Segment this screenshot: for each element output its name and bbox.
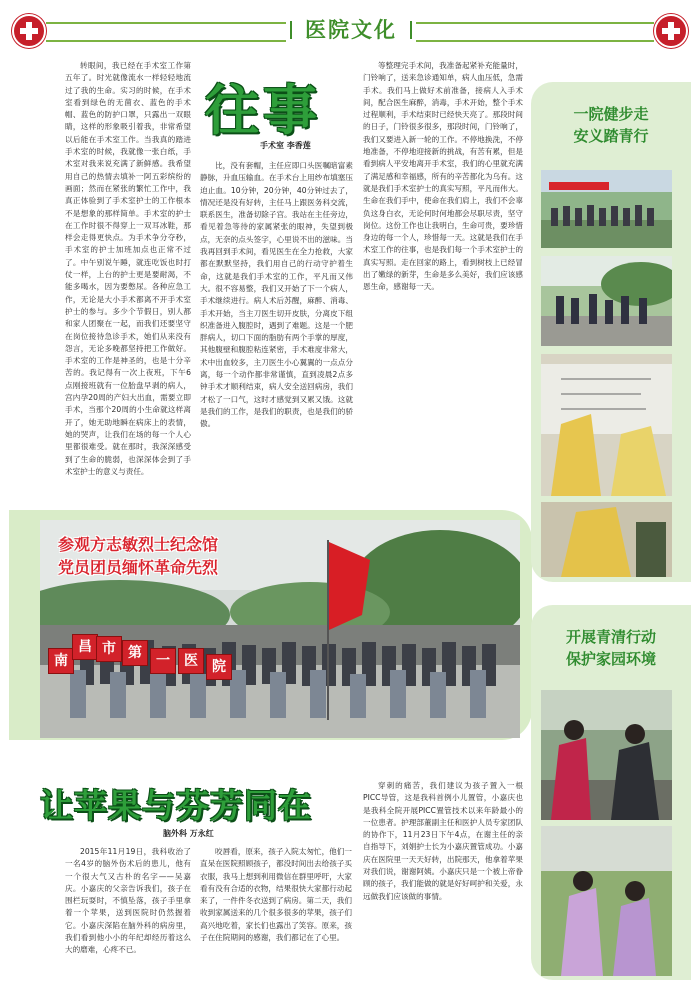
banner-sign-char: 市 — [96, 636, 122, 662]
banner-headline-1: 参观方志敏烈士纪念馆 — [58, 535, 219, 554]
article1-column-3 — [363, 60, 523, 500]
environment-photo-1-illustration — [541, 690, 672, 820]
hospital-logo-left — [12, 14, 46, 48]
article2-column-1 — [65, 846, 191, 978]
article2-column-2 — [200, 846, 352, 978]
environment-photo-1 — [541, 690, 672, 820]
article2-title: 让苹果与芬芳同在 — [40, 786, 312, 825]
panel2-title-line1: 开展青清行动 — [565, 628, 656, 646]
article2-col3-text: 穿刺的痛苦，我们建议为孩子置入一根PICC导管，这是我科首例小儿置管，小嘉庆也是我科全院开展PICC置管技术以来年龄最小的一位患者。护理部董副主任和医护人员专家团队的协作下，11月23日下午4点，在谢主任的亲自指导下，刘娟护士长为小嘉庆置管成功。小嘉庆在医院里一天天好转，出院那天，他拿着苹果对我们说，谢谢阿姨。小嘉庆只是一个被上帝眷顾的孩子，我们能做的就是好好呵护和关爱，永远做我们应该做的事情。 — [363, 781, 523, 901]
article2-col1-text: 2015年11月19日，我科收治了一名4岁的脑外伤术后的患儿，他有一个很大气又古朴的名字——吴嘉庆。小嘉庆的父亲告诉我们，孩子在围栏玩耍时，不慎坠落，孩子手里拿着一个苹果，送到医院时仍然握着它。小嘉庆深陷在脑外科的病房里，我们看到他小小的年纪却经历着这么大的磨难，心疼不已。 — [65, 847, 191, 955]
banner-sign-char: 医 — [178, 648, 204, 674]
banner-sign-char: 南 — [48, 648, 74, 674]
article2-byline: 脑外科 万永红 — [163, 829, 214, 838]
article2-column-3 — [363, 780, 523, 978]
panel2-title-line2: 保护家园环境 — [565, 650, 656, 668]
article1-col1-text: 转眼间，我已经在手术室工作第五年了。时光就像流水一样轻轻地流过了我的生命。实习的时候，在手术室看到绿色的无菌衣、蓝色的手术帽、蓝色的防护口罩，只露出一双眼睛，这样的形象吸引着我，非常希望以后能在手术室工作。当我真的踏进手术室的时候，我就像一张白纸，手术室对我来说充满了新鲜感。我希望用自己的热情去填补一阿五彩缤纷的画面；然而在紧张的繁忙工作中，我真正体验到了手术室护士的工作根本不是想象的那样简单。手术室的护士在工作时很不得穿上一双耳冰鞋，那样会走得更快点。为手术争分夺秒，手术室的护士加班加点也正常不过了。中午别说午睡，就连吃饭也时打仗一样，上台的护士更是要耐渴，不能多喝水，因为要憋尿。各种应急工作，无论是大小手术都离不开手术室护士的参与。多少个节假日，别人都和家人团聚在一起，而我们还要坚守在岗位接待急诊手术，她们从来没有怨言，无论多晚都坚持把工作做好。手术室的工作是神圣的，也是十分辛苦的。我记得有一次上夜班，下午6点刚接班就有一位胎盘早剥的病人，宫内孕20周的产妇大出血，需要立即手术，当那个20周的小生命就这样离开了，她无助地瞬在病床上的表情，她的哭声，让我们在场的每一个人心里都很难受。就在那时，我深深感受到了生命的脆弱，也深深体会到了手术室护士的意义与责任。 — [65, 61, 191, 476]
banner-sign-char: 第 — [122, 640, 148, 666]
walk-photo-2-illustration — [541, 256, 672, 346]
environment-photo-2 — [541, 826, 672, 976]
section-title: 医院文化 — [286, 15, 416, 45]
walk-photo-2 — [541, 256, 672, 346]
walk-photo-4-illustration — [541, 502, 672, 577]
banner-sign-char: 院 — [206, 654, 232, 680]
environment-photo-2-illustration — [541, 826, 672, 976]
walk-photo-1 — [541, 170, 672, 248]
article1-col2-text: 比，没有套帽，主任应即口头医嘱暗富素静脉，升血压输血。在手术台上用纱布填塞压迫止血。10分钟，20分钟，40分钟过去了，情况还是没有好转，主任马上跟医务科交流，联系医生，准备切除子宫。我站在主任旁边，看见着急等待的家属紧张的眼神，失望到极点，无奈的点头签字，心里说不出的滋味。当我再回到手术间，看见医生在全力抢救，大家都在默默坚持，我们用自己的行动守护着生命，这就是我们手术室的工作，平凡而又伟大。很不容易整，我们又开始了下一个病人，手术继续进行。病人术后苏醒，麻醉、消毒、手术开始，当主刀医生切开皮肤，分离皮下组织准备进入腹腔时，遇到了难题。这是一个肥胖病人，切口下面的脂肪有两个手掌的厚度，其他腹壁和腹腔粘连紧密，手术难度非常大，术中出血较多，主刀医生小心翼翼的一点点分离，每一个动作都非常谨慎，直到凌晨2点多钟手术才顺利结束，病人安全送回病房，我们才松了一口气，这时才感觉到又累又饿。这就是我们的工作，是我们的职责，也是我们的骄傲。 — [200, 161, 353, 429]
article1-title: 往事 — [205, 78, 321, 142]
walk-photo-3 — [541, 354, 672, 496]
article1-column-1 — [65, 60, 191, 500]
banner-headline-2: 党员团员缅怀革命先烈 — [58, 558, 219, 577]
walk-photo-3-illustration — [541, 354, 672, 496]
article1-byline: 手术室 李香莲 — [260, 141, 311, 150]
hospital-logo-right — [654, 14, 688, 48]
banner-sign-char: 昌 — [72, 634, 98, 660]
panel1-title-line2: 安义踏青行 — [573, 127, 649, 145]
panel1-title-line1: 一院健步走 — [573, 105, 649, 123]
walk-photo-4 — [541, 502, 672, 577]
article1-column-2 — [200, 160, 353, 500]
walk-photo-1-illustration — [541, 170, 672, 248]
article1-col3-text: 等整理完手术间，我准备起紧补充能量时，门铃响了，送来急诊通知单，病人血压低，急需手术。我们马上做好术前准备，接病人入手术间，配合医生麻醉，消毒，手术开始，整个手术过程顺利，手术结束时已经快天亮了。那段时间的日子，门铃很多很多，那段时间，门铃响了，我们又要进入新一轮的工作。不停地换洗，不停地准备，不停地迎接新的挑战，有苦有累，但是看到病人平安地离开手术室，我们的心里就充满了满足感和幸福感，所有的辛苦都化为乌有。这就是我们手术室护士的真实写照，平凡而伟大。生命在我们手中，使命在我们肩上，我们不会辜负这身白衣，无论何时何地都会尽职尽责，坚守岗位。这份工作也让我明白，生命可贵，要珍惜身边的每一个人，珍惜每一天。这就是我们在手术室工作的往事，也是我们每一个手术室护士的真实写照。走在回家的路上，看到树枝上已经冒出了嫩绿的新芽，生命是多么美好，我们应该感恩生命，感谢每一天。 — [363, 61, 523, 292]
banner-sign-char: 一 — [150, 648, 176, 674]
article2-col2-text: 咬唇看，原来，孩子入院太匆忙，他们一直呆在医院照顾孩子，都没时间出去给孩子买衣服，我马上想到利用微信在群里呼吁，大家看有没有合适的衣物，结果很快大家都行动起来了，一件件冬衣送到了病房。第二天，我们收到家属送来的几个很多很多的苹果，孩子们高兴地吃着，家长们也露出了笑容。原来，孩子在住院期间的感谢，我们都记在了心里。 — [200, 847, 352, 943]
